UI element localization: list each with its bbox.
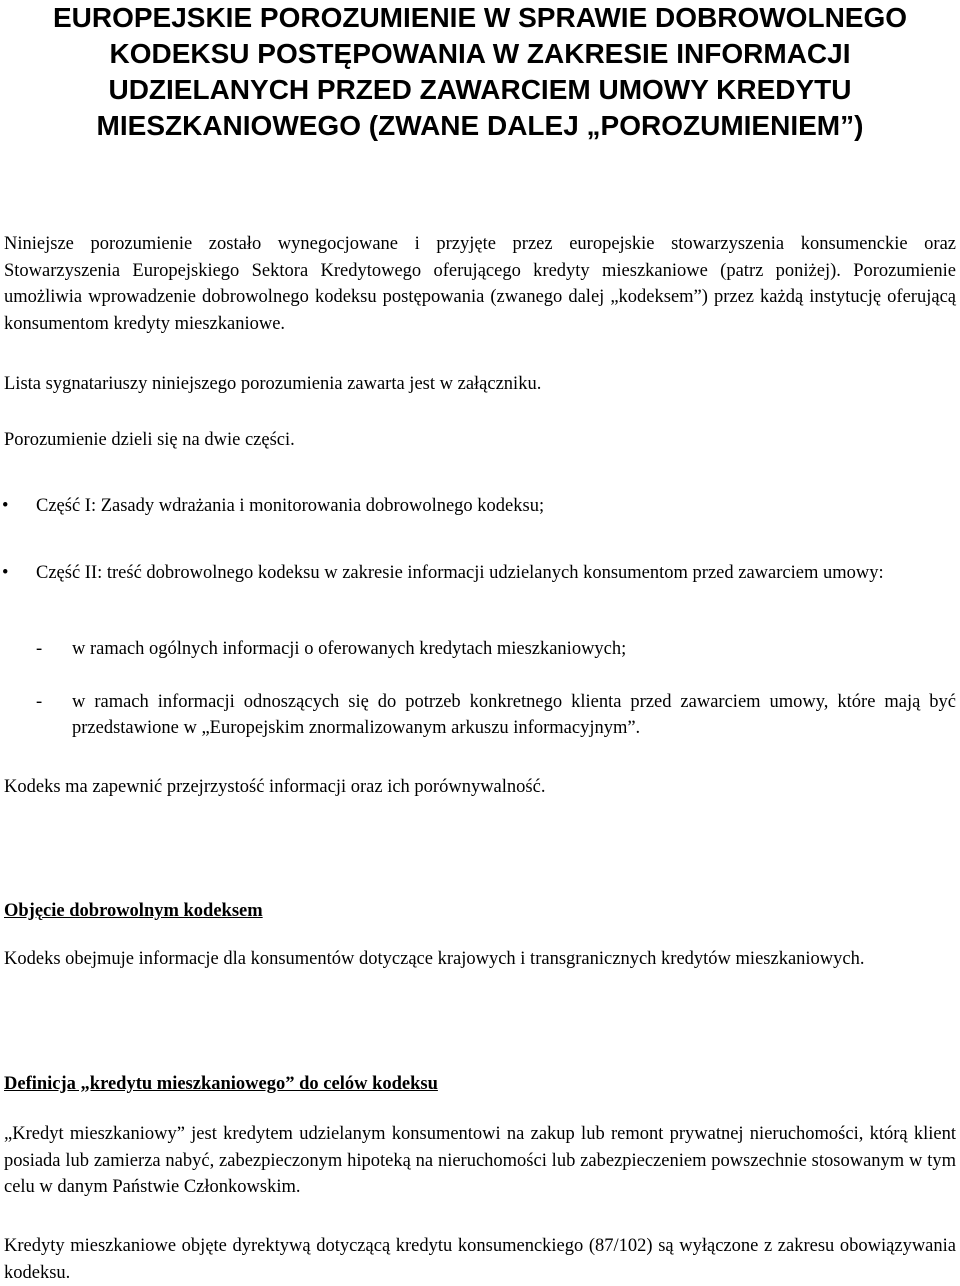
- dash-symbol: -: [36, 639, 43, 659]
- document-title: [0, 0, 960, 144]
- parts-intro-paragraph: Porozumienie dzieli się na dwie części.: [4, 430, 295, 450]
- bullet-symbol: •: [2, 562, 9, 583]
- parts-bullet-list: [0, 493, 960, 586]
- dash-item: [0, 636, 960, 663]
- dash-text: w ramach ogólnych informacji o oferowanych kredytach mieszkaniowych;: [72, 639, 627, 659]
- scope-paragraph: Kodeks obejmuje informacje dla konsumentów dotyczące krajowych i transgranicznych kredytów mieszkaniowych.: [4, 949, 865, 969]
- bullet-item: [0, 493, 960, 520]
- dash-item: [0, 689, 960, 742]
- title-line: EUROPEJSKIE POROZUMIENIE W SPRAWIE DOBROWOLNEGO: [52, 2, 908, 33]
- transparency-paragraph: Kodeks ma zapewnić przejrzystość informacji oraz ich porównywalność.: [4, 777, 546, 797]
- bullet-text: Część I: Zasady wdrażania i monitorowania dobrowolnego kodeksu;: [36, 496, 545, 516]
- bullet-item: [0, 560, 960, 587]
- exclusion-paragraph: Kredyty mieszkaniowe objęte dyrektywą dotyczącą kredytu konsumenckiego (87/102) są wyłączone z zakresu obowiązywania kodeksu.: [4, 1236, 956, 1283]
- intro-paragraph: Niniejsze porozumienie zostało wynegocjowane i przyjęte przez europejskie stowarzyszenia konsumenckie oraz Stowarzyszenia Europejskiego Sektora Kredytowego oferującego kredyty mieszkaniowe (patrz poniżej). Porozumienie umożliwia wprowadzenie dobrowolnego kodeksu postępowania (zwanego dalej „kodeksem”) przez każdą instytucję oferującą konsumentom kredyty mieszkaniowe.: [4, 234, 956, 334]
- definition-paragraph: „Kredyt mieszkaniowy” jest kredytem udzielanym konsumentowi na zakup lub remont prywatnej nieruchomości, którą klient posiada lub zamierza nabyć, zabezpieczonym hipoteką na nieruchomości lub zabezpieczeniem powszechnie stosowanym w tym celu w danym Państwie Członkowskim.: [4, 1124, 956, 1197]
- title-line: KODEKSU POSTĘPOWANIA W ZAKRESIE INFORMACJI: [109, 38, 851, 69]
- dash-list: [0, 636, 960, 742]
- bullet-symbol: •: [2, 496, 9, 516]
- dash-text: w ramach informacji odnoszących się do potrzeb konkretnego klienta przed zawarciem umowy, które mają być przedstawione w „Europejskim znormalizowanym arkuszu informacyjnym”.: [72, 691, 956, 738]
- title-line: MIESZKANIOWEGO (ZWANE DALEJ „POROZUMIENIEM”): [96, 110, 864, 141]
- signatories-paragraph: Lista sygnatariuszy niniejszego porozumienia zawarta jest w załączniku.: [4, 374, 542, 394]
- section-heading-scope: Objęcie dobrowolnym kodeksem: [4, 901, 263, 921]
- dash-symbol: -: [36, 691, 43, 712]
- title-line: UDZIELANYCH PRZED ZAWARCIEM UMOWY KREDYTU: [108, 74, 852, 105]
- section-heading-definition: Definicja „kredytu mieszkaniowego” do celów kodeksu: [4, 1074, 438, 1094]
- bullet-text: Część II: treść dobrowolnego kodeksu w zakresie informacji udzielanych konsumentom przed zawarciem umowy:: [36, 562, 884, 583]
